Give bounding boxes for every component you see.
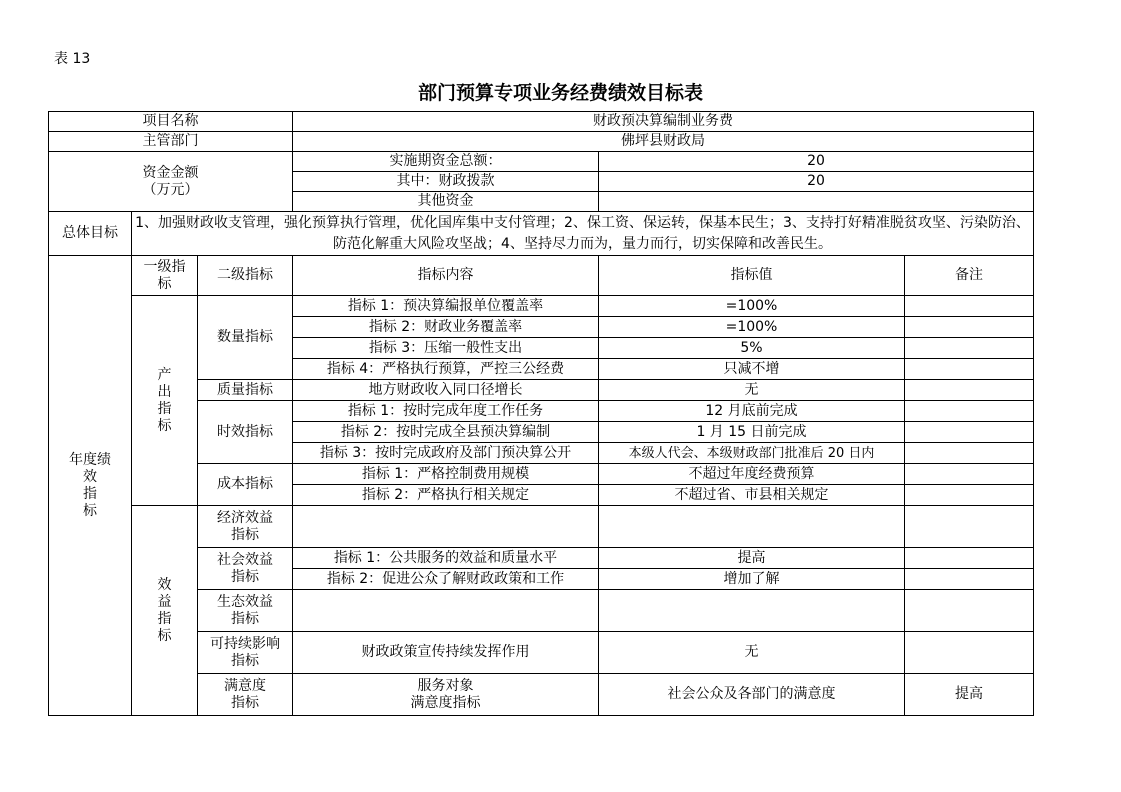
indicator-note (905, 401, 1034, 422)
fund-label-line2: （万元） (142, 181, 199, 198)
dept-label: 主管部门 (49, 132, 293, 152)
indicator-value (599, 590, 905, 632)
output-label-line: 标 (157, 417, 172, 434)
indicator-value: 增加了解 (599, 569, 905, 590)
indicator-value: 提高 (905, 674, 1034, 716)
annual-indicator-label (49, 256, 132, 716)
indicator-note (905, 380, 1034, 401)
fund-other-label: 其他资金 (293, 192, 599, 212)
dept-value: 佛坪县财政局 (293, 132, 1034, 152)
indicator-value: 12 月底前完成 (599, 401, 905, 422)
performance-target-table (48, 111, 1034, 716)
social-label-line2: 指标 (231, 568, 259, 585)
annual-label-line: 效 (83, 468, 97, 485)
output-label-line: 产 (157, 366, 172, 383)
indicator-content (293, 590, 599, 632)
indicator-note (905, 548, 1034, 569)
fund-other-value (599, 192, 1034, 212)
indicator-content: 指标 3：压缩一般性支出 (293, 338, 599, 359)
indicator-note (905, 590, 1034, 632)
indicator-note (905, 485, 1034, 506)
eco-label-line2: 指标 (231, 610, 259, 627)
indicator-note (905, 296, 1034, 317)
indicator-content: 地方财政收入同口径增长 (293, 380, 599, 401)
eco-label-line1: 生态效益 (217, 593, 273, 610)
table-number-label: 表 13 (54, 51, 91, 67)
service-label-line2: 满意度指标 (410, 694, 481, 711)
indicator-content: 指标 4：严格执行预算，严控三公经费 (293, 359, 599, 380)
indicator-note (905, 632, 1034, 674)
table-row (49, 152, 1034, 172)
indicator-content: 社会公众及各部门的满意度 (599, 674, 905, 716)
project-name-value: 财政预决算编制业务费 (293, 112, 1034, 132)
col-header-value: 指标值 (599, 256, 905, 296)
satisfaction-label-line2: 指标 (231, 694, 259, 711)
benefit-label-line: 效 (157, 576, 172, 593)
sustain-label-line2: 指标 (231, 652, 259, 669)
indicator-note (905, 338, 1034, 359)
project-name-label: 项目名称 (49, 112, 293, 132)
indicator-content: 指标 2：按时完成全县预决算编制 (293, 422, 599, 443)
indicator-note (905, 443, 1034, 464)
indicator-value: 1 月 15 日前完成 (599, 422, 905, 443)
overall-goal-text: 1、加强财政收支管理，强化预算执行管理，优化国库集中支付管理；2、保工资、保运转，保基本民生；3、支持打好精准脱贫攻坚、污染防治、防范化解重大风险攻坚战；4、坚持尽力而为，量力而行，切实保障和改善民生。 (132, 212, 1034, 256)
output-label-line: 出 (157, 383, 172, 400)
indicator-content: 财政政策宣传持续发挥作用 (293, 632, 599, 674)
indicator-value: 不超过省、市县相关规定 (599, 485, 905, 506)
indicator-value: 本级人代会、本级财政部门批准后 20 日内 (599, 443, 905, 464)
output-label-line: 指 (157, 400, 172, 417)
fund-fiscal-value: 20 (599, 172, 1034, 192)
annual-label-line: 标 (83, 502, 97, 519)
social-label-line1: 社会效益 (217, 551, 273, 568)
fund-total-label: 实施期资金总额： (293, 152, 599, 172)
col-header-content: 指标内容 (293, 256, 599, 296)
timeliness-indicator-label: 时效指标 (198, 401, 293, 464)
indicator-value: 无 (599, 632, 905, 674)
indicator-note (905, 422, 1034, 443)
indicator-note (905, 569, 1034, 590)
annual-label-line: 年度绩 (69, 451, 111, 468)
indicator-note (905, 464, 1034, 485)
fund-amount-label (49, 152, 293, 212)
economic-label-line2: 指标 (231, 526, 259, 543)
sustain-indicator-label (198, 632, 293, 674)
table-row (49, 132, 1034, 152)
satisfaction-label-line1: 满意度 (224, 677, 266, 694)
indicator-value: 只减不增 (599, 359, 905, 380)
indicator-content: 指标 1：严格控制费用规模 (293, 464, 599, 485)
indicator-value: =100% (599, 317, 905, 338)
col-header-note: 备注 (905, 256, 1034, 296)
benefit-indicator-label (132, 506, 198, 716)
indicator-content: 指标 2：财政业务覆盖率 (293, 317, 599, 338)
cost-indicator-label: 成本指标 (198, 464, 293, 506)
indicator-note (905, 317, 1034, 338)
indicator-note (905, 359, 1034, 380)
indicator-value: 无 (599, 380, 905, 401)
service-indicator-label (293, 674, 599, 716)
col-header-level2: 二级指标 (198, 256, 293, 296)
table-row (49, 506, 1034, 548)
indicator-note (905, 506, 1034, 548)
fund-label-line1: 资金金额 (142, 164, 199, 181)
benefit-label-line: 标 (157, 627, 172, 644)
indicator-value (599, 506, 905, 548)
indicator-content: 指标 1：公共服务的效益和质量水平 (293, 548, 599, 569)
benefit-label-line: 指 (157, 610, 172, 627)
eco-indicator-label (198, 590, 293, 632)
quality-indicator-label: 质量指标 (198, 380, 293, 401)
indicator-value: 提高 (599, 548, 905, 569)
indicator-content: 指标 2：促进公众了解财政政策和工作 (293, 569, 599, 590)
output-indicator-label (132, 296, 198, 506)
indicator-content: 指标 1：按时完成年度工作任务 (293, 401, 599, 422)
indicator-content: 指标 1：预决算编报单位覆盖率 (293, 296, 599, 317)
fund-total-value: 20 (599, 152, 1034, 172)
indicator-content: 指标 3：按时完成政府及部门预决算公开 (293, 443, 599, 464)
indicator-value: =100% (599, 296, 905, 317)
table-row (49, 296, 1034, 317)
indicator-content: 指标 2：严格执行相关规定 (293, 485, 599, 506)
table-row (49, 112, 1034, 132)
economic-indicator-label (198, 506, 293, 548)
table-row (49, 212, 1034, 256)
col-header-level1 (132, 256, 198, 296)
social-indicator-label (198, 548, 293, 590)
service-label-line1: 服务对象 (417, 677, 474, 694)
sustain-label-line1: 可持续影响 (210, 635, 280, 652)
table-row (49, 256, 1034, 296)
col-level1-line1: 一级指 (143, 258, 186, 275)
indicator-value: 不超过年度经费预算 (599, 464, 905, 485)
annual-label-line: 指 (83, 485, 97, 502)
indicator-value: 5% (599, 338, 905, 359)
economic-label-line1: 经济效益 (217, 509, 273, 526)
overall-goal-label: 总体目标 (49, 212, 132, 256)
quantity-indicator-label: 数量指标 (198, 296, 293, 380)
fund-fiscal-label: 其中：财政拨款 (293, 172, 599, 192)
page-title: 部门预算专项业务经费绩效目标表 (417, 82, 703, 104)
indicator-content (293, 506, 599, 548)
col-level1-line2: 标 (157, 275, 172, 292)
benefit-label-line: 益 (157, 593, 172, 610)
satisfaction-indicator-label (198, 674, 293, 716)
